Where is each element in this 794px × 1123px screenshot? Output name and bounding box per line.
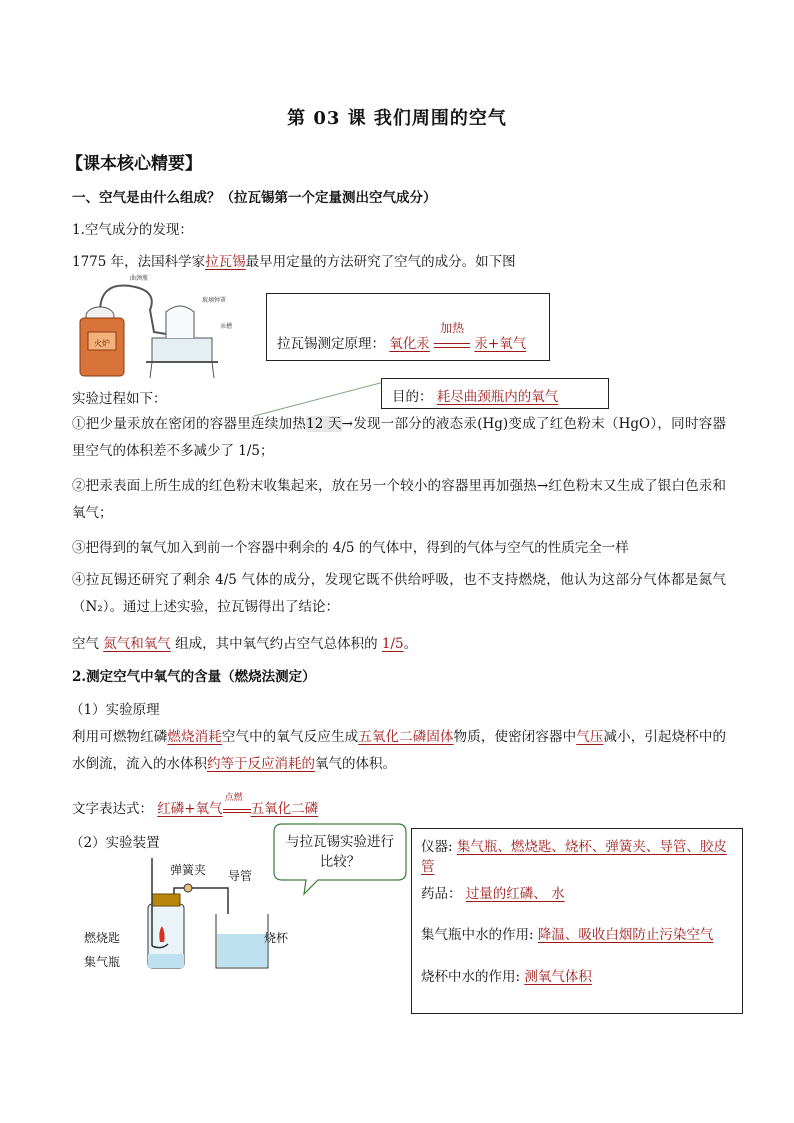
p-fill-3: 气压 [576,729,604,745]
info-beaker-water [421,965,592,985]
concl-fill-1: 氮气和氧气 [103,636,171,652]
purpose-label: 目的： [392,389,433,405]
concl-text-c: 。 [403,636,418,652]
eq-product-fill: 五氧化二磷 [250,801,319,817]
bottle-water [148,954,184,968]
reagents-fill: 过量的红磷、 水 [465,886,565,902]
step1-highlight: 12 天 [306,416,342,432]
purpose-fill: 耗尽曲颈瓶内的氧气 [436,389,559,405]
principle-arrow [434,321,470,348]
intro-text-a: 1775 年，法国科学家 [72,254,206,270]
label-bottle: 集气瓶 [84,955,121,969]
p-text-e: 氧气的体积。 [315,756,396,772]
bottle-water-label: 集气瓶中水的作用: [421,927,534,943]
step-3: ③把得到的氧气加入到前一个容器中剩余的 4/5 的气体中，得到的气体与空气的性质完全一样 [72,540,629,556]
label-spring-clamp: 弹簧夹 [170,863,207,877]
spring-clamp [184,884,192,892]
concl-fill-2: 1/5 [381,636,404,652]
mercury-trough [152,338,212,362]
concl-text-a: 空气 [72,636,99,652]
label-beaker: 烧杯 [264,931,289,945]
info-instruments [421,837,735,877]
step-4: ④拉瓦锡还研究了剩余 4/5 气体的成分，发现它既不供给呼吸，也不支持燃烧，他认为这部分气体都是氮气（N₂）。通过上述实验，拉瓦锡得出了结论： [72,572,726,615]
instruments-label: 仪器: [421,839,453,855]
table-leg-left [150,362,152,378]
q1-intro [72,250,516,270]
label-bell-jar: 玻璃钟罩 [202,297,227,304]
conclusion [72,632,417,652]
intro-name-fill: 拉瓦锡 [205,254,246,270]
label-spoon: 燃烧匙 [84,931,121,945]
p-text-c: 物质，使密闭容器中 [453,729,577,745]
q2-sub1: （1）实验原理 [70,702,160,718]
step1-text-a: ①把少量汞放在密闭的容器里连续加热 [72,416,307,432]
eq-reactants-fill: 红磷+氧气 [157,801,223,817]
furnace-label: 火炉 [94,339,110,348]
process-label: 实验过程如下： [72,391,167,407]
table-leg-right [212,362,214,378]
q2-sub2: （2）实验装置 [70,835,160,851]
p-fill-2: 五氧化二磷固体 [358,729,454,745]
info-reagents [421,882,565,902]
beaker-water-label: 烧杯中水的作用: [421,969,521,985]
purpose-box [381,378,609,409]
purpose-line [392,385,558,405]
principle-box [266,293,550,361]
apparatus-diagram [78,858,300,978]
q1-sub1: 1.空气成分的发现： [72,222,193,238]
label-tube: 导管 [228,869,253,883]
bubble-text: 与拉瓦锡实验进行比较？ [286,834,394,870]
principle-product-fill: 汞+氧气 [474,336,527,352]
instruments-fill: 集气瓶、燃烧匙、烧杯、弹簧夹、导管、胶皮管 [421,839,727,875]
principle-reactant-fill: 氧化汞 [389,336,430,352]
bell-jar [166,306,194,338]
principle-paragraph [72,724,726,778]
label-retort: 曲颈瓶 [130,275,149,282]
reagents-label: 药品： [421,886,462,902]
p-text-b: 空气中的氧气反应生成 [221,729,359,745]
p-text-a: 利用可燃物红磷 [72,729,168,745]
step1-text-b: →发现一部分的液态汞(Hg)变成了红色粉末（HgO），同时容器里空气的体积差不多减少了 1/5； [72,416,726,459]
word-equation [72,793,319,817]
bottle-water-fill: 降温、吸收白烟防止污染空气 [537,927,714,943]
principle-condition: 加热 [440,321,465,335]
intro-text-b: 最早用定量的方法研究了空气的成分。如下图 [245,254,516,270]
principle-label: 拉瓦锡测定原理： [277,336,385,352]
step-2: ②把汞表面上所生成的红色粉末收集起来，放在另一个较小的容器里再加强热→红色粉末又生成了银白色汞和氧气； [72,478,726,521]
eq-arrow [223,793,251,813]
concl-text-b: 组成，其中氧气约占空气总体积的 [175,636,378,652]
section-header: 【课本核心精要】 [66,154,202,174]
page-title: 第 03 课 我们周围的空气 [287,108,507,129]
q1-heading: 一、空气是由什么组成？（拉瓦锡第一个定量测出空气成分） [72,190,437,206]
eq-condition: 点燃 [224,793,243,803]
equals-sign [434,343,470,348]
apparatus-info-box [411,828,743,1014]
info-bottle-water [421,923,713,943]
principle-line [277,321,527,352]
label-trough: 汞槽 [220,323,233,330]
p-text-d: 减小，引起烧杯中的水倒流，流入的水体积 [72,729,727,772]
p-fill-1: 燃烧消耗 [167,729,222,745]
q2-heading: 2.测定空气中氧气的含量（燃烧法测定） [72,669,316,685]
lavoisier-apparatus-figure [70,272,240,380]
eq-label: 文字表达式： [72,801,153,817]
beaker-water-fill: 测氧气体积 [524,969,592,985]
stopper [152,894,180,906]
beaker-water [217,934,267,967]
step-1 [72,411,726,465]
p-fill-4: 约等于反应消耗的 [207,756,315,772]
eq-equals [223,809,251,813]
